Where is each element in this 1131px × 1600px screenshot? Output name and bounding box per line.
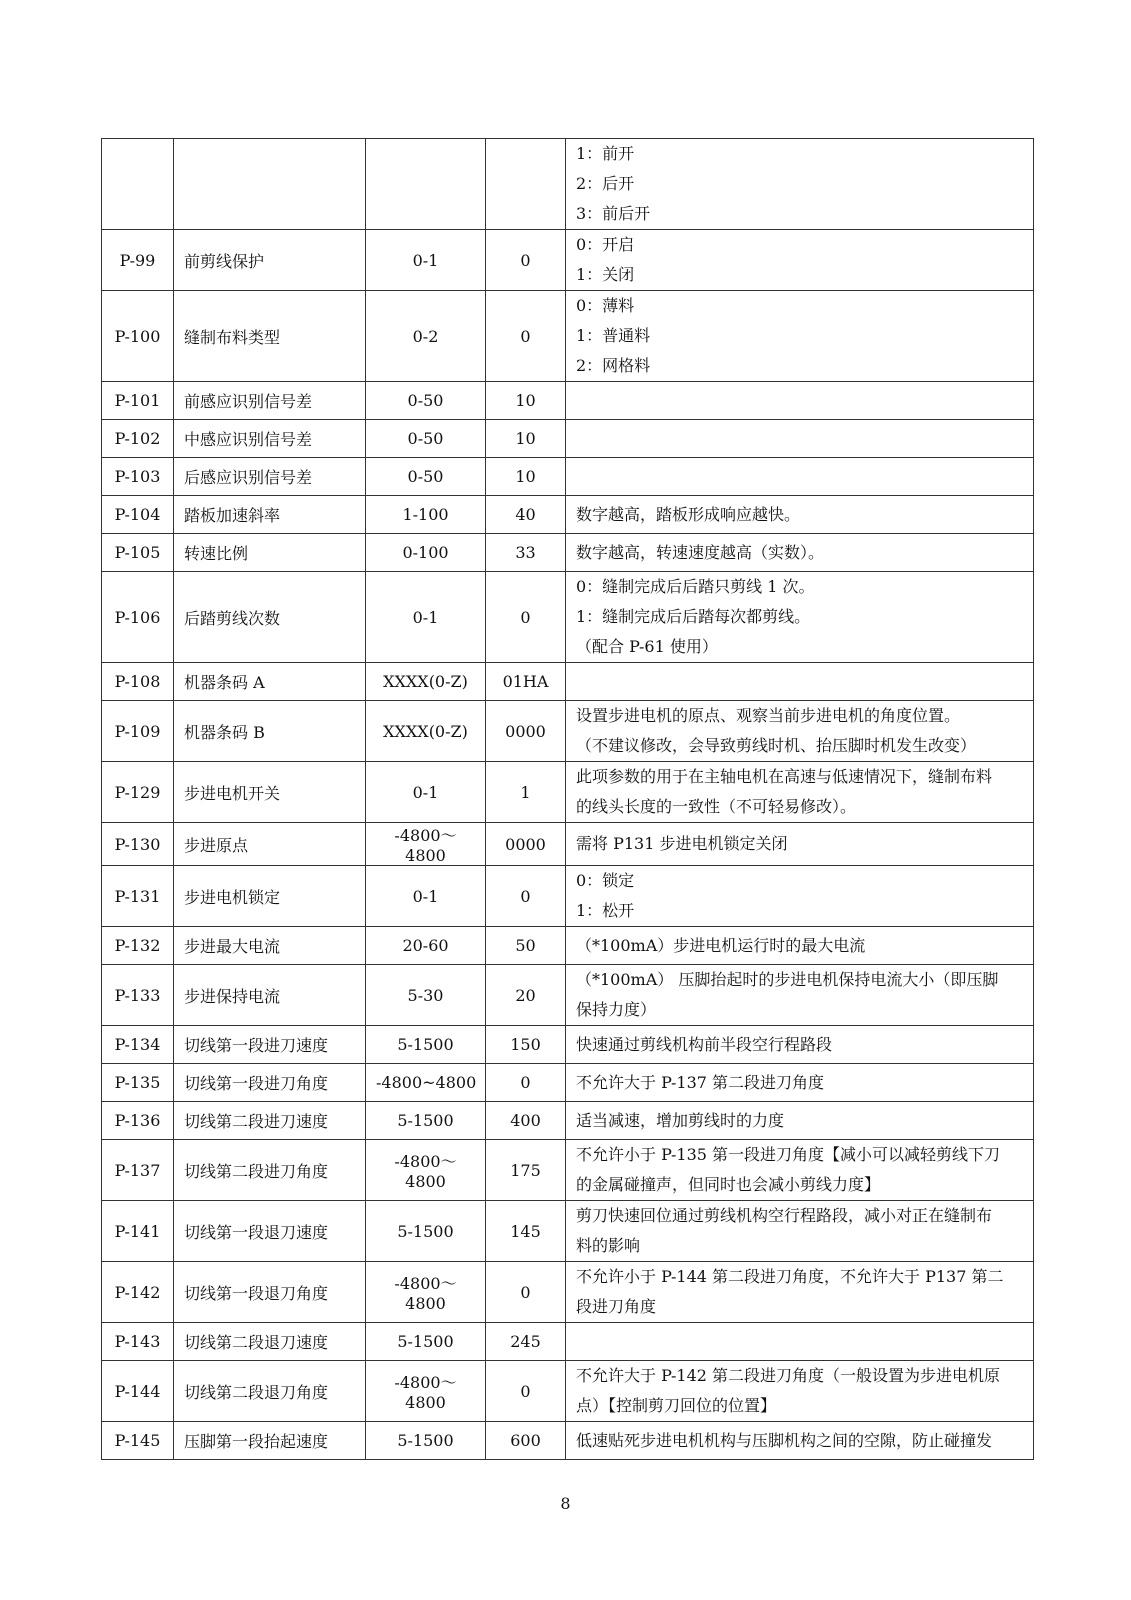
param-range-cell: 5-1500 [366, 1102, 486, 1140]
param-range-cell: 0-1 [366, 866, 486, 927]
table-row [102, 291, 1034, 382]
param-code-cell: P-133 [102, 965, 174, 1026]
table-row [102, 1201, 1034, 1262]
description-line: 适当减速，增加剪线时的力度 [576, 1110, 785, 1130]
param-description-cell [566, 663, 1034, 701]
table-row [102, 1064, 1034, 1102]
param-description-cell [566, 572, 1034, 663]
description-line: 保持力度） [576, 1000, 657, 1019]
param-default-cell: 40 [486, 496, 566, 534]
description-line: 的金属碰撞声，但同时也会减小剪线力度】 [576, 1175, 881, 1194]
param-code-cell: P-141 [102, 1201, 174, 1262]
description-line: 1：关闭 [576, 265, 635, 284]
param-name-cell: 机器条码 B [174, 701, 366, 762]
param-range-cell: 5-1500 [366, 1323, 486, 1361]
description-line: 不允许大于 P-142 第二段进刀角度（一般设置为步进电机原 [576, 1366, 1001, 1385]
description-line: 段进刀角度 [576, 1297, 657, 1316]
param-code-cell: P-137 [102, 1140, 174, 1201]
param-name-cell: 步进保持电流 [174, 965, 366, 1026]
param-code-cell: P-103 [102, 458, 174, 496]
param-description-cell [566, 230, 1034, 291]
param-name-cell: 后感应识别信号差 [174, 458, 366, 496]
table-row [102, 1361, 1034, 1422]
param-code-cell: P-130 [102, 823, 174, 866]
param-code-cell: P-109 [102, 701, 174, 762]
param-code-cell: P-106 [102, 572, 174, 663]
param-description-cell [566, 139, 1034, 230]
description-line: 需将 P131 步进电机锁定关闭 [576, 834, 788, 853]
param-name-cell: 切线第一段进刀角度 [174, 1064, 366, 1102]
param-range-cell: 5-1500 [366, 1422, 486, 1460]
description-line: 1：前开 [576, 144, 635, 163]
table-row [102, 1140, 1034, 1201]
table-row [102, 534, 1034, 572]
param-default-cell: 1 [486, 762, 566, 823]
param-default-cell: 0000 [486, 701, 566, 762]
param-range-cell: 5-1500 [366, 1026, 486, 1064]
description-line: 不允许小于 P-144 第二段进刀角度，不允许大于 P137 第二 [576, 1267, 1004, 1286]
description-line: 0：开启 [576, 235, 635, 254]
table-row [102, 663, 1034, 701]
param-default-cell: 245 [486, 1323, 566, 1361]
description-line: 不允许大于 P-137 第二段进刀角度 [576, 1072, 825, 1092]
param-range-cell: -4800~4800 [366, 1064, 486, 1102]
param-code-cell: P-143 [102, 1323, 174, 1361]
param-default-cell: 01HA [486, 663, 566, 701]
param-description-cell [566, 1064, 1034, 1102]
param-range-cell: -4800～4800 [366, 823, 486, 866]
table-row [102, 572, 1034, 663]
param-default-cell: 0 [486, 1262, 566, 1323]
param-range-cell: -4800～4800 [366, 1262, 486, 1323]
table-row [102, 866, 1034, 927]
description-line: 0：锁定 [576, 871, 635, 890]
description-line: 剪刀快速回位通过剪线机构空行程路段，减小对正在缝制布 [576, 1206, 993, 1225]
param-code-cell: P-135 [102, 1064, 174, 1102]
description-line: 数字越高，踏板形成响应越快。 [576, 504, 801, 524]
param-default-cell: 10 [486, 382, 566, 420]
description-line: 此项参数的用于在主轴电机在高速与低速情况下，缝制布料 [576, 767, 993, 786]
description-line: 2：后开 [576, 174, 635, 193]
param-range-cell: -4800～4800 [366, 1361, 486, 1422]
param-name-cell: 压脚第一段抬起速度 [174, 1422, 366, 1460]
table-row [102, 927, 1034, 965]
description-line: 0：缝制完成后后踏只剪线 1 次。 [576, 577, 815, 596]
param-default-cell: 20 [486, 965, 566, 1026]
param-name-cell: 切线第二段进刀角度 [174, 1140, 366, 1201]
param-default-cell: 10 [486, 420, 566, 458]
description-line: 0：薄料 [576, 296, 635, 315]
param-name-cell: 后踏剪线次数 [174, 572, 366, 663]
param-description-cell [566, 1026, 1034, 1064]
table-row [102, 965, 1034, 1026]
param-name-cell: 切线第一段退刀角度 [174, 1262, 366, 1323]
table-row [102, 1422, 1034, 1460]
page-number: 8 [560, 1494, 571, 1513]
description-line: 1：松开 [576, 901, 635, 920]
param-code-cell: P-99 [102, 230, 174, 291]
table-row [102, 420, 1034, 458]
param-code-cell: P-105 [102, 534, 174, 572]
param-default-cell: 0000 [486, 823, 566, 866]
param-default-cell: 150 [486, 1026, 566, 1064]
param-description-cell [566, 496, 1034, 534]
param-code-cell: P-100 [102, 291, 174, 382]
param-code-cell: P-134 [102, 1026, 174, 1064]
param-code-cell: P-145 [102, 1422, 174, 1460]
table-row [102, 1323, 1034, 1361]
param-code-cell: P-104 [102, 496, 174, 534]
param-description-cell [566, 458, 1034, 496]
param-range-cell: 0-100 [366, 534, 486, 572]
param-default-cell: 0 [486, 866, 566, 927]
param-code-cell: P-142 [102, 1262, 174, 1323]
param-range-cell: XXXX(0-Z) [366, 663, 486, 701]
param-code-cell: P-129 [102, 762, 174, 823]
param-name-cell: 切线第一段进刀速度 [174, 1026, 366, 1064]
param-name-cell: 缝制布料类型 [174, 291, 366, 382]
param-range-cell: -4800～4800 [366, 1140, 486, 1201]
param-name-cell [174, 139, 366, 230]
description-line: （配合 P-61 使用） [576, 637, 718, 656]
param-description-cell [566, 1361, 1034, 1422]
param-default-cell: 0 [486, 572, 566, 663]
description-line: 3：前后开 [576, 204, 651, 223]
param-description-cell [566, 1201, 1034, 1262]
table-row [102, 762, 1034, 823]
param-default-cell: 0 [486, 291, 566, 382]
description-line: 低速贴死步进电机机构与压脚机构之间的空隙，防止碰撞发 [576, 1430, 993, 1450]
param-name-cell: 踏板加速斜率 [174, 496, 366, 534]
description-line: 2：网格料 [576, 356, 651, 375]
param-range-cell: 0-1 [366, 762, 486, 823]
param-description-cell [566, 1262, 1034, 1323]
param-description-cell [566, 1323, 1034, 1361]
description-line: 数字越高，转速速度越高（实数）。 [576, 542, 825, 562]
param-code-cell: P-144 [102, 1361, 174, 1422]
param-name-cell: 中感应识别信号差 [174, 420, 366, 458]
param-name-cell: 步进电机开关 [174, 762, 366, 823]
param-code-cell: P-101 [102, 382, 174, 420]
param-description-cell [566, 965, 1034, 1026]
param-description-cell [566, 701, 1034, 762]
param-range-cell: 0-2 [366, 291, 486, 382]
param-description-cell [566, 866, 1034, 927]
param-name-cell: 步进原点 [174, 823, 366, 866]
param-range-cell: 5-30 [366, 965, 486, 1026]
description-line: （*100mA） 压脚抬起时的步进电机保持电流大小（即压脚 [576, 970, 999, 989]
param-name-cell: 前感应识别信号差 [174, 382, 366, 420]
param-description-cell [566, 1422, 1034, 1460]
param-range-cell: 1-100 [366, 496, 486, 534]
param-default-cell: 0 [486, 230, 566, 291]
param-default-cell: 0 [486, 1361, 566, 1422]
param-range-cell: 0-1 [366, 572, 486, 663]
param-description-cell [566, 927, 1034, 965]
table-row [102, 496, 1034, 534]
param-code-cell: P-136 [102, 1102, 174, 1140]
parameter-table [101, 138, 1034, 1460]
param-name-cell: 步进最大电流 [174, 927, 366, 965]
description-line: 设置步进电机的原点、观察当前步进电机的角度位置。 [576, 706, 961, 725]
param-default-cell: 600 [486, 1422, 566, 1460]
table-row [102, 823, 1034, 866]
param-range-cell [366, 139, 486, 230]
param-name-cell: 切线第一段退刀速度 [174, 1201, 366, 1262]
param-default-cell: 145 [486, 1201, 566, 1262]
param-range-cell: 0-50 [366, 382, 486, 420]
param-code-cell [102, 139, 174, 230]
param-default-cell: 0 [486, 1064, 566, 1102]
param-description-cell [566, 382, 1034, 420]
table-row [102, 1102, 1034, 1140]
param-default-cell: 33 [486, 534, 566, 572]
param-name-cell: 步进电机锁定 [174, 866, 366, 927]
table-row [102, 230, 1034, 291]
param-name-cell: 切线第二段退刀角度 [174, 1361, 366, 1422]
description-line: （*100mA）步进电机运行时的最大电流 [576, 935, 866, 955]
param-code-cell: P-108 [102, 663, 174, 701]
table-row [102, 1026, 1034, 1064]
param-default-cell: 10 [486, 458, 566, 496]
param-name-cell: 转速比例 [174, 534, 366, 572]
param-default-cell: 400 [486, 1102, 566, 1140]
param-name-cell: 切线第二段退刀速度 [174, 1323, 366, 1361]
param-description-cell [566, 420, 1034, 458]
param-range-cell: 0-50 [366, 458, 486, 496]
param-name-cell: 机器条码 A [174, 663, 366, 701]
description-line: 快速通过剪线机构前半段空行程路段 [576, 1034, 833, 1054]
description-line: 1：缝制完成后后踏每次都剪线。 [576, 607, 811, 626]
param-default-cell: 50 [486, 927, 566, 965]
description-line: （不建议修改，会导致剪线时机、抬压脚时机发生改变） [576, 736, 977, 755]
param-range-cell: 0-1 [366, 230, 486, 291]
table-row [102, 382, 1034, 420]
param-range-cell: 20-60 [366, 927, 486, 965]
param-description-cell [566, 762, 1034, 823]
description-line: 不允许小于 P-135 第一段进刀角度【减小可以减轻剪线下刀 [576, 1145, 1001, 1164]
param-range-cell: 0-50 [366, 420, 486, 458]
table-row [102, 139, 1034, 230]
param-description-cell [566, 1102, 1034, 1140]
description-line: 点）【控制剪刀回位的位置】 [576, 1396, 777, 1415]
description-line: 的线头长度的一致性（不可轻易修改）。 [576, 797, 857, 816]
param-description-cell [566, 823, 1034, 866]
param-code-cell: P-132 [102, 927, 174, 965]
param-range-cell: XXXX(0-Z) [366, 701, 486, 762]
param-code-cell: P-131 [102, 866, 174, 927]
description-line: 1：普通料 [576, 326, 651, 345]
param-default-cell: 175 [486, 1140, 566, 1201]
table-row [102, 701, 1034, 762]
param-name-cell: 前剪线保护 [174, 230, 366, 291]
param-name-cell: 切线第二段进刀速度 [174, 1102, 366, 1140]
param-description-cell [566, 1140, 1034, 1201]
description-line: 料的影响 [576, 1236, 641, 1255]
param-default-cell [486, 139, 566, 230]
param-description-cell [566, 534, 1034, 572]
table-row [102, 458, 1034, 496]
param-range-cell: 5-1500 [366, 1201, 486, 1262]
param-description-cell [566, 291, 1034, 382]
param-code-cell: P-102 [102, 420, 174, 458]
table-row [102, 1262, 1034, 1323]
